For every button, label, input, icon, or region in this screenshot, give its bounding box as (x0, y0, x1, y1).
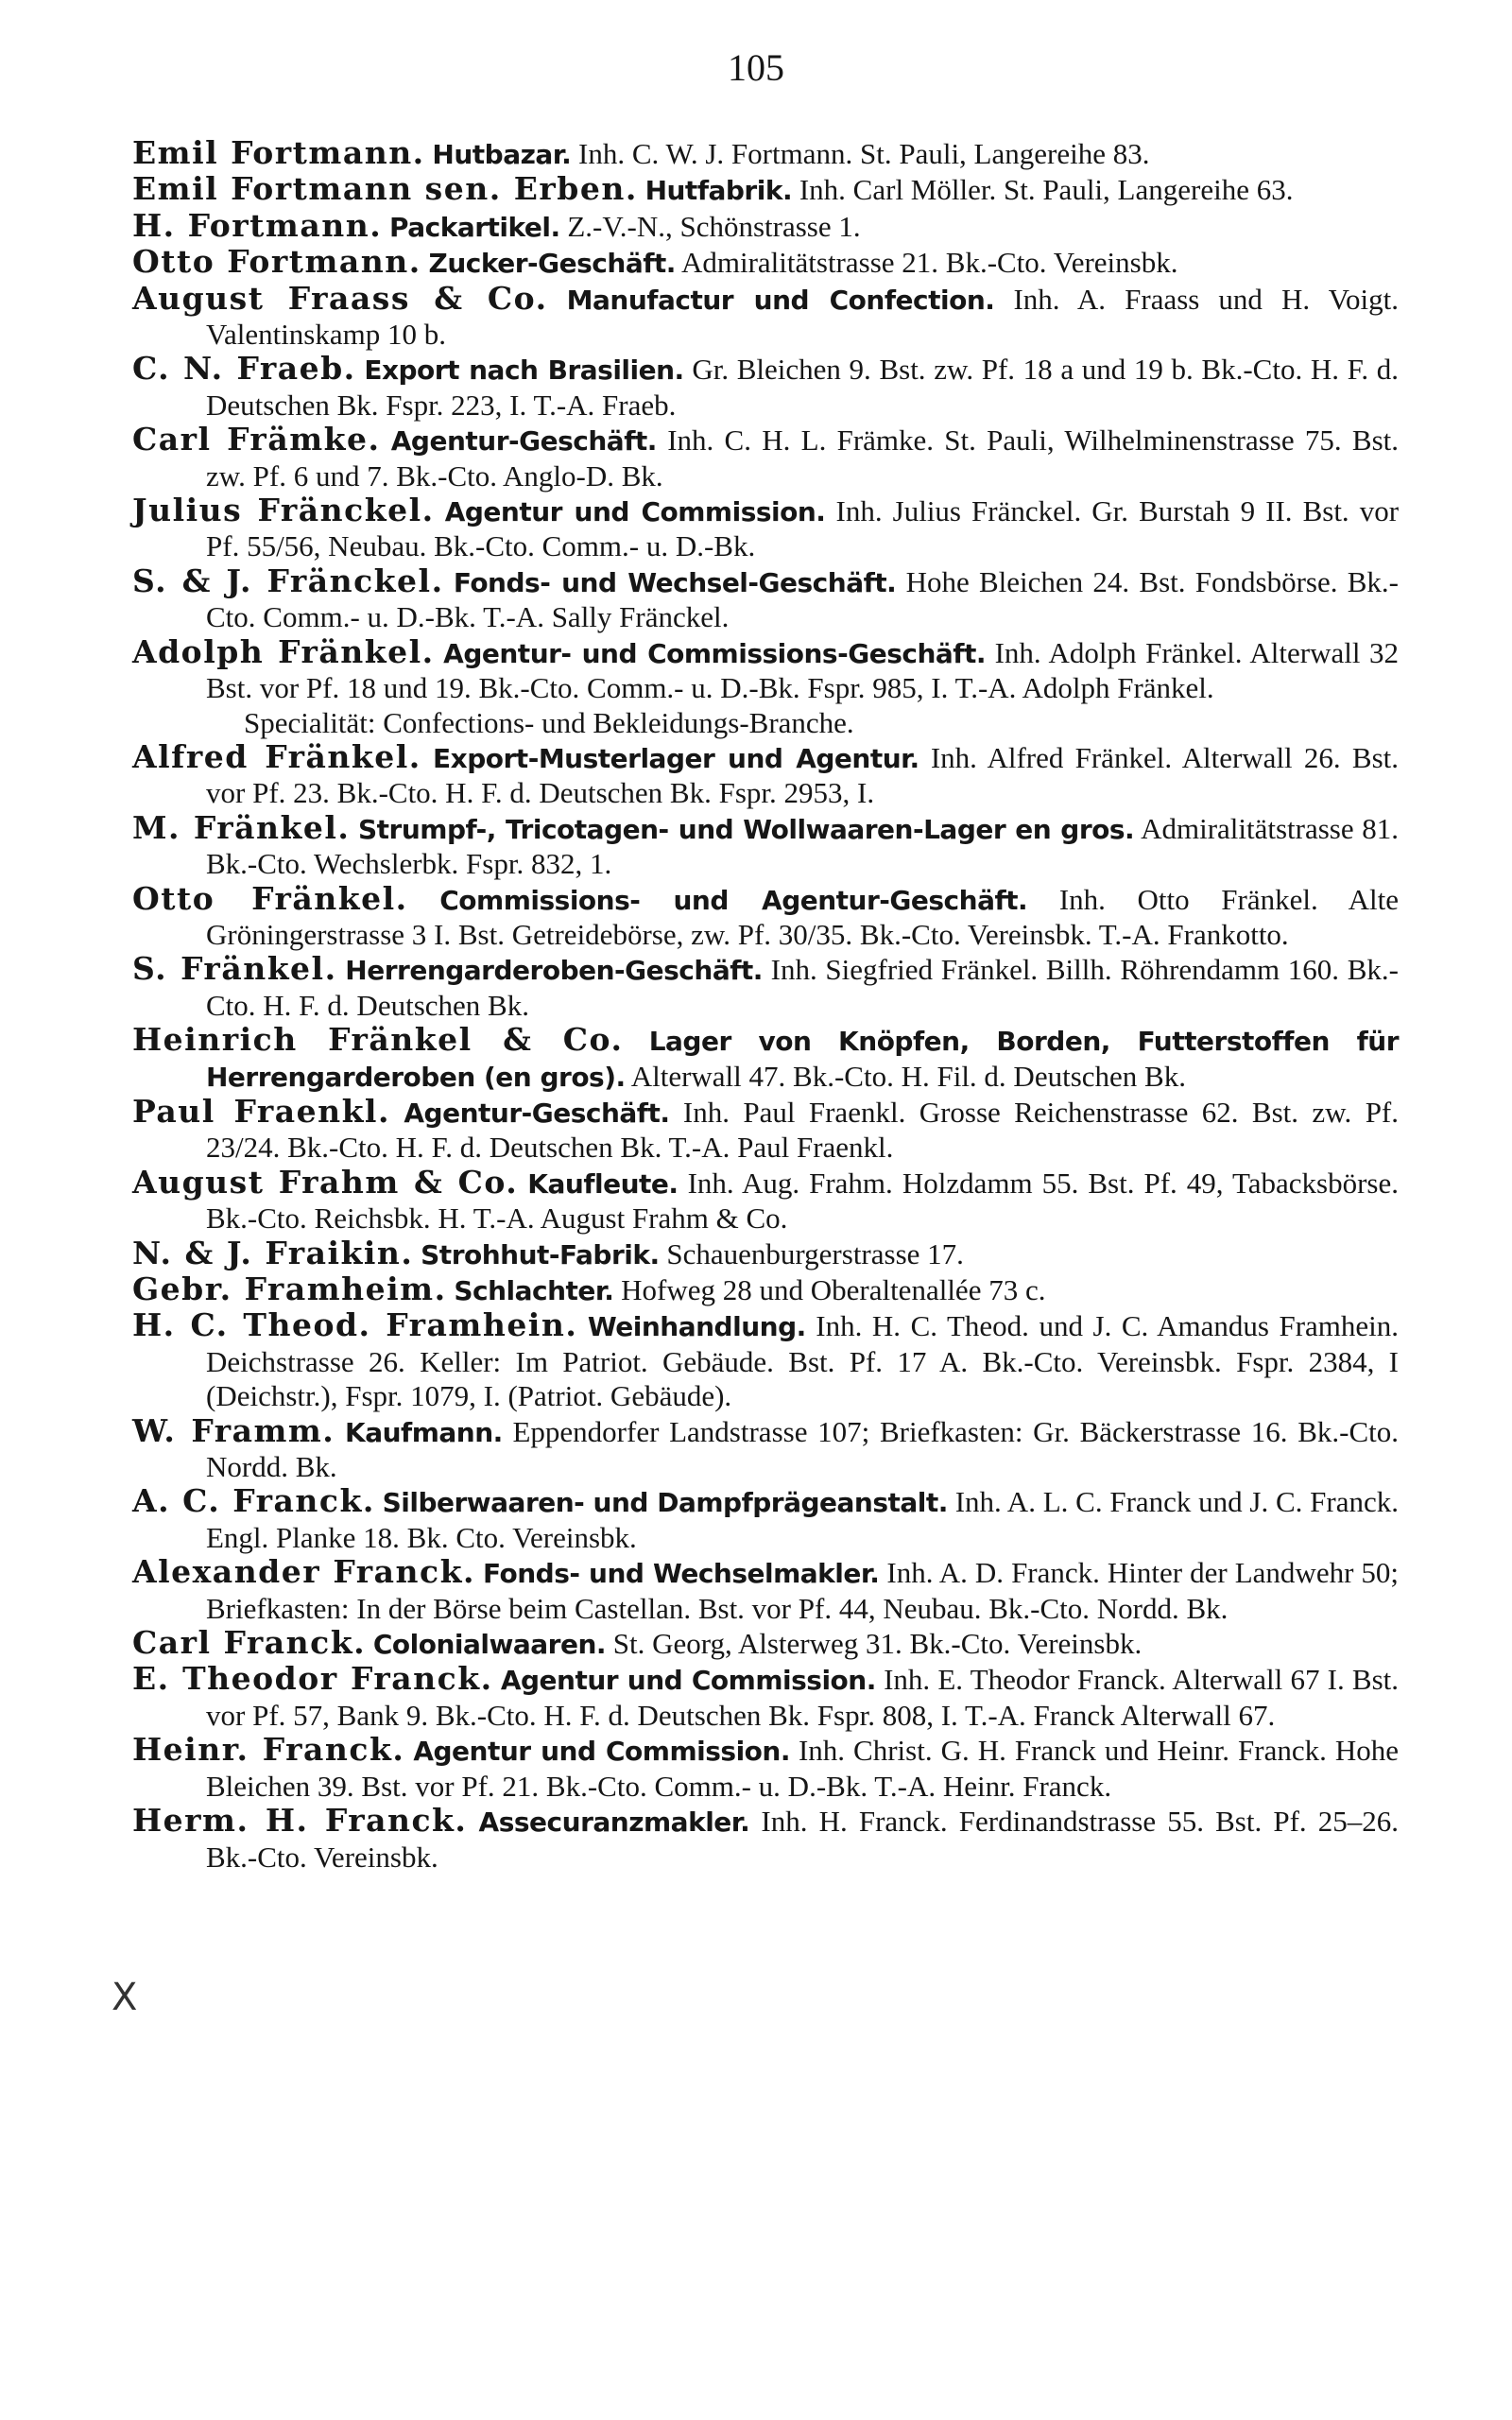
entry-details: Inh. Christ. G. H. Franck und Heinr. Franck. Hohe Bleichen 39. Bst. vor Pf. 21. Bk.-Cto. Comm.- u. D.-Bk. T.-A. Heinr. Franck. (206, 1734, 1400, 1803)
directory-entry (132, 808, 1399, 882)
entry-business: Fonds- und Wechselmakler. (483, 1558, 880, 1590)
entry-details: Inh. A. Fraass und H. Voigt. Valentinskamp 10 b. (206, 282, 1400, 352)
directory-entry (132, 423, 1399, 493)
directory-entry (132, 1484, 1399, 1555)
entry-business: Agentur und Commission. (444, 496, 826, 528)
directory-entry (132, 172, 1399, 208)
entry-name: Gebr. Framheim. (132, 1270, 447, 1307)
directory-entry (132, 1662, 1399, 1733)
entry-name: August Fraass & Co. (132, 279, 548, 317)
entry-name: Paul Fraenkl. (132, 1092, 390, 1130)
entry-business: Lager von Knöpfen, Borden, Futterstoffen für Herrengarderoben (en gros). (206, 1026, 1399, 1093)
entry-name: Heinr. Franck. (132, 1731, 405, 1769)
entry-name: Otto Fortmann. (132, 243, 421, 281)
entry-details: Inh. C. H. L. Främke. St. Pauli, Wilhelminenstrasse 75. Bst. zw. Pf. 6 und 7. Bk.-Cto. Anglo-D. Bk. (206, 424, 1400, 493)
entry-details: Hofweg 28 und Oberaltenallée 73 c. (621, 1273, 1046, 1306)
directory-entry (132, 564, 1399, 635)
entry-details: Admiralitätstrasse 81. Bk.-Cto. Wechslerbk. Fspr. 832, 1. (206, 811, 1399, 881)
entry-name: Julius Fränckel. (132, 492, 435, 529)
entry-business: Agentur und Commission. (500, 1665, 876, 1697)
directory-entry (132, 1626, 1399, 1662)
directory-entry (132, 352, 1399, 423)
entry-details: Inh. H. C. Theod. und J. C. Amandus Framhein. Deichstrasse 26. Keller: Im Patriot. Gebäude. Bst. Pf. 17 A. Bk.-Cto. Vereinsbk. Fspr. 2384, I (Deichstr.), Fspr. 1079, I. (Patriot. Gebäude). (206, 1309, 1400, 1413)
directory-entry (132, 1236, 1399, 1272)
entry-business: Silberwaaren- und Dampfprägeanstalt. (382, 1487, 948, 1519)
entry-name: W. Framm. (132, 1411, 335, 1449)
entry-business: Manufactur und Confection. (566, 284, 995, 316)
directory-entry (132, 1733, 1399, 1804)
entry-business: Fonds- und Wechsel-Geschäft. (453, 566, 897, 598)
entry-details: Z.-V.-N., Schönstrasse 1. (567, 209, 861, 243)
entry-name: Heinrich Fränkel & Co. (132, 1021, 624, 1059)
entry-business: Commissions- und Agentur-Geschäft. (439, 884, 1028, 916)
entry-name: S. & J. Fränckel. (132, 562, 444, 599)
directory-entry (132, 1272, 1399, 1308)
page-number: 105 (728, 46, 784, 89)
entry-business: Zucker-Geschäft. (428, 248, 676, 280)
entry-details: Alterwall 47. Bk.-Cto. H. Fil. d. Deutschen Bk. (630, 1059, 1186, 1093)
entry-name: Otto Fränkel. (132, 879, 408, 917)
entry-name: H. Fortmann. (132, 206, 383, 244)
entry-details: Inh. A. D. Franck. Hinter der Landwehr 50; Briefkasten: In der Börse beim Castellan. Bst. vor Pf. 44, Neubau. Bk.-Cto. Nordd. Bk. (206, 1556, 1400, 1625)
entry-name: E. Theodor Franck. (132, 1660, 493, 1698)
entry-details: Inh. Alfred Fränkel. Alterwall 26. Bst. vor Pf. 23. Bk.-Cto. H. F. d. Deutschen Bk. Fspr. 2953, I. (206, 740, 1400, 810)
entry-details: Inh. C. W. J. Fortmann. St. Pauli, Langereihe 83. (578, 137, 1150, 170)
directory-entry (132, 279, 1400, 353)
entry-name: A. C. Franck. (132, 1482, 375, 1520)
entry-name: N. & J. Fraikin. (132, 1234, 414, 1271)
directory-entry (132, 879, 1400, 953)
entry-extra: Specialität: Confections- und Bekleidungs-Branche. (244, 705, 854, 739)
entry-name: C. N. Fraeb. (132, 350, 356, 388)
entry-business: Herrengarderoben-Geschäft. (345, 955, 763, 987)
directory-entry (132, 1092, 1400, 1166)
entry-name: Alfred Fränkel. (132, 737, 421, 775)
entry-details: Inh. E. Theodor Franck. Alterwall 67 I. Bst. vor Pf. 57, Bank 9. Bk.-Cto. H. F. d. Deutschen Bk. Fspr. 808, I. T.-A. Franck Alterwall 67. (206, 1663, 1400, 1732)
entry-business: Hutbazar. (432, 139, 572, 170)
entry-business: Colonialwaaren. (372, 1629, 607, 1661)
margin-mark: X (112, 1976, 138, 2019)
directory-entry (132, 493, 1399, 564)
entry-business: Agentur-Geschäft. (390, 425, 657, 458)
entry-business: Export-Musterlager und Agentur. (433, 742, 919, 774)
entry-business: Agentur und Commission. (413, 1736, 790, 1768)
entry-details: Inh. Aug. Frahm. Holzdamm 55. Bst. Pf. 49, Tabacksbörse. Bk.-Cto. Reichsbk. H. T.-A. August Frahm & Co. (206, 1166, 1400, 1236)
entry-details: Inh. Siegfried Fränkel. Billh. Röhrendamm 160. Bk.-Cto. H. F. d. Deutschen Bk. (206, 953, 1399, 1022)
directory-entry (132, 632, 1400, 740)
entry-details: Inh. Paul Fraenkl. Grosse Reichenstrasse 62. Bst. zw. Pf. 23/24. Bk.-Cto. H. F. d. Deutschen Bk. T.-A. Paul Fraenkl. (206, 1095, 1400, 1165)
directory-entry (132, 1308, 1399, 1413)
entry-name: H. C. Theod. Framhein. (132, 1306, 578, 1344)
entry-business: Agentur- und Commissions-Geschäft. (443, 637, 986, 669)
entry-details: Admiralitätstrasse 21. Bk.-Cto. Vereinsbk. (680, 246, 1178, 280)
directory-entry (132, 737, 1400, 811)
entry-details: Inh. Julius Fränckel. Gr. Burstah 9 II. Bst. vor Pf. 55/56, Neubau. Bk.-Cto. Comm.- u. D.-Bk. (206, 494, 1400, 563)
entry-name: Emil Fortmann sen. Erben. (132, 170, 638, 208)
directory-entry (132, 1411, 1399, 1485)
entry-name: S. Fränkel. (132, 950, 337, 988)
entry-details: Inh. Adolph Fränkel. Alterwall 32 Bst. vor Pf. 18 und 19. Bk.-Cto. Comm.- u. D.-Bk. Fspr. 985, I. T.-A. Adolph Fränkel. (206, 635, 1400, 705)
entries-list (132, 136, 1399, 1875)
directory-entry (132, 952, 1399, 1023)
entry-business: Export nach Brasilien. (364, 354, 684, 387)
entry-name: August Frahm & Co. (132, 1163, 519, 1201)
entry-name: Carl Främke. (132, 421, 381, 458)
entry-details: Schauenburgerstrasse 17. (666, 1236, 964, 1270)
entry-business: Assecuranzmakler. (478, 1806, 750, 1839)
entry-details: St. Georg, Alsterweg 31. Bk.-Cto. Vereinsbk. (612, 1627, 1143, 1661)
directory-entry (132, 1555, 1399, 1626)
entry-details: Eppendorfer Landstrasse 107; Briefkasten: Gr. Bäckerstrasse 16. Bk.-Cto. Nordd. Bk. (206, 1414, 1399, 1484)
entry-business: Kaufleute. (527, 1167, 679, 1200)
entry-business: Hutfabrik. (644, 175, 793, 207)
entry-name: Herm. H. Franck. (132, 1802, 468, 1840)
entry-details: Gr. Bleichen 9. Bst. zw. Pf. 18 a und 19 b. Bk.-Cto. H. F. d. Deutschen Bk. Fspr. 223, I. T.-A. Fraeb. (206, 353, 1400, 422)
directory-entry (132, 136, 1399, 172)
entry-name: Alexander Franck. (132, 1553, 475, 1591)
entry-business: Weinhandlung. (587, 1311, 806, 1343)
entry-business: Strohhut-Fabrik. (421, 1238, 660, 1270)
entry-details: Inh. A. L. C. Franck und J. C. Franck. Engl. Planke 18. Bk. Cto. Vereinsbk. (206, 1485, 1400, 1554)
entry-details: Inh. Otto Fränkel. Alte Gröningerstrasse 3 I. Bst. Getreidebörse, zw. Pf. 30/35. Bk.-Cto. Vereinsbk. T.-A. Frankotto. (206, 882, 1400, 951)
entry-details: Hohe Bleichen 24. Bst. Fondsbörse. Bk.-Cto. Comm.- u. D.-Bk. T.-A. Sally Fränckel. (206, 564, 1399, 634)
directory-entry (132, 206, 1399, 245)
directory-entry (132, 1804, 1399, 1875)
entry-business: Packartikel. (388, 211, 560, 243)
entry-business: Strumpf-, Tricotagen- und Wollwaaren-Lager en gros. (357, 813, 1135, 845)
entry-business: Schlachter. (454, 1275, 614, 1306)
directory-entry (132, 245, 1399, 281)
entry-details: Inh. Carl Möller. St. Pauli, Langereihe 63. (799, 173, 1294, 207)
directory-entry (132, 1023, 1399, 1095)
entry-name: Adolph Fränkel. (132, 632, 435, 670)
entry-name: M. Fränkel. (132, 808, 351, 846)
directory-entry (132, 1163, 1400, 1236)
entry-name: Emil Fortmann. (132, 134, 425, 171)
entry-business: Agentur-Geschäft. (404, 1097, 670, 1129)
entry-details: Inh. H. Franck. Ferdinandstrasse 55. Bst. Pf. 25–26. Bk.-Cto. Vereinsbk. (206, 1805, 1400, 1874)
entry-business: Kaufmann. (345, 1416, 503, 1448)
entry-name: Carl Franck. (132, 1624, 367, 1662)
